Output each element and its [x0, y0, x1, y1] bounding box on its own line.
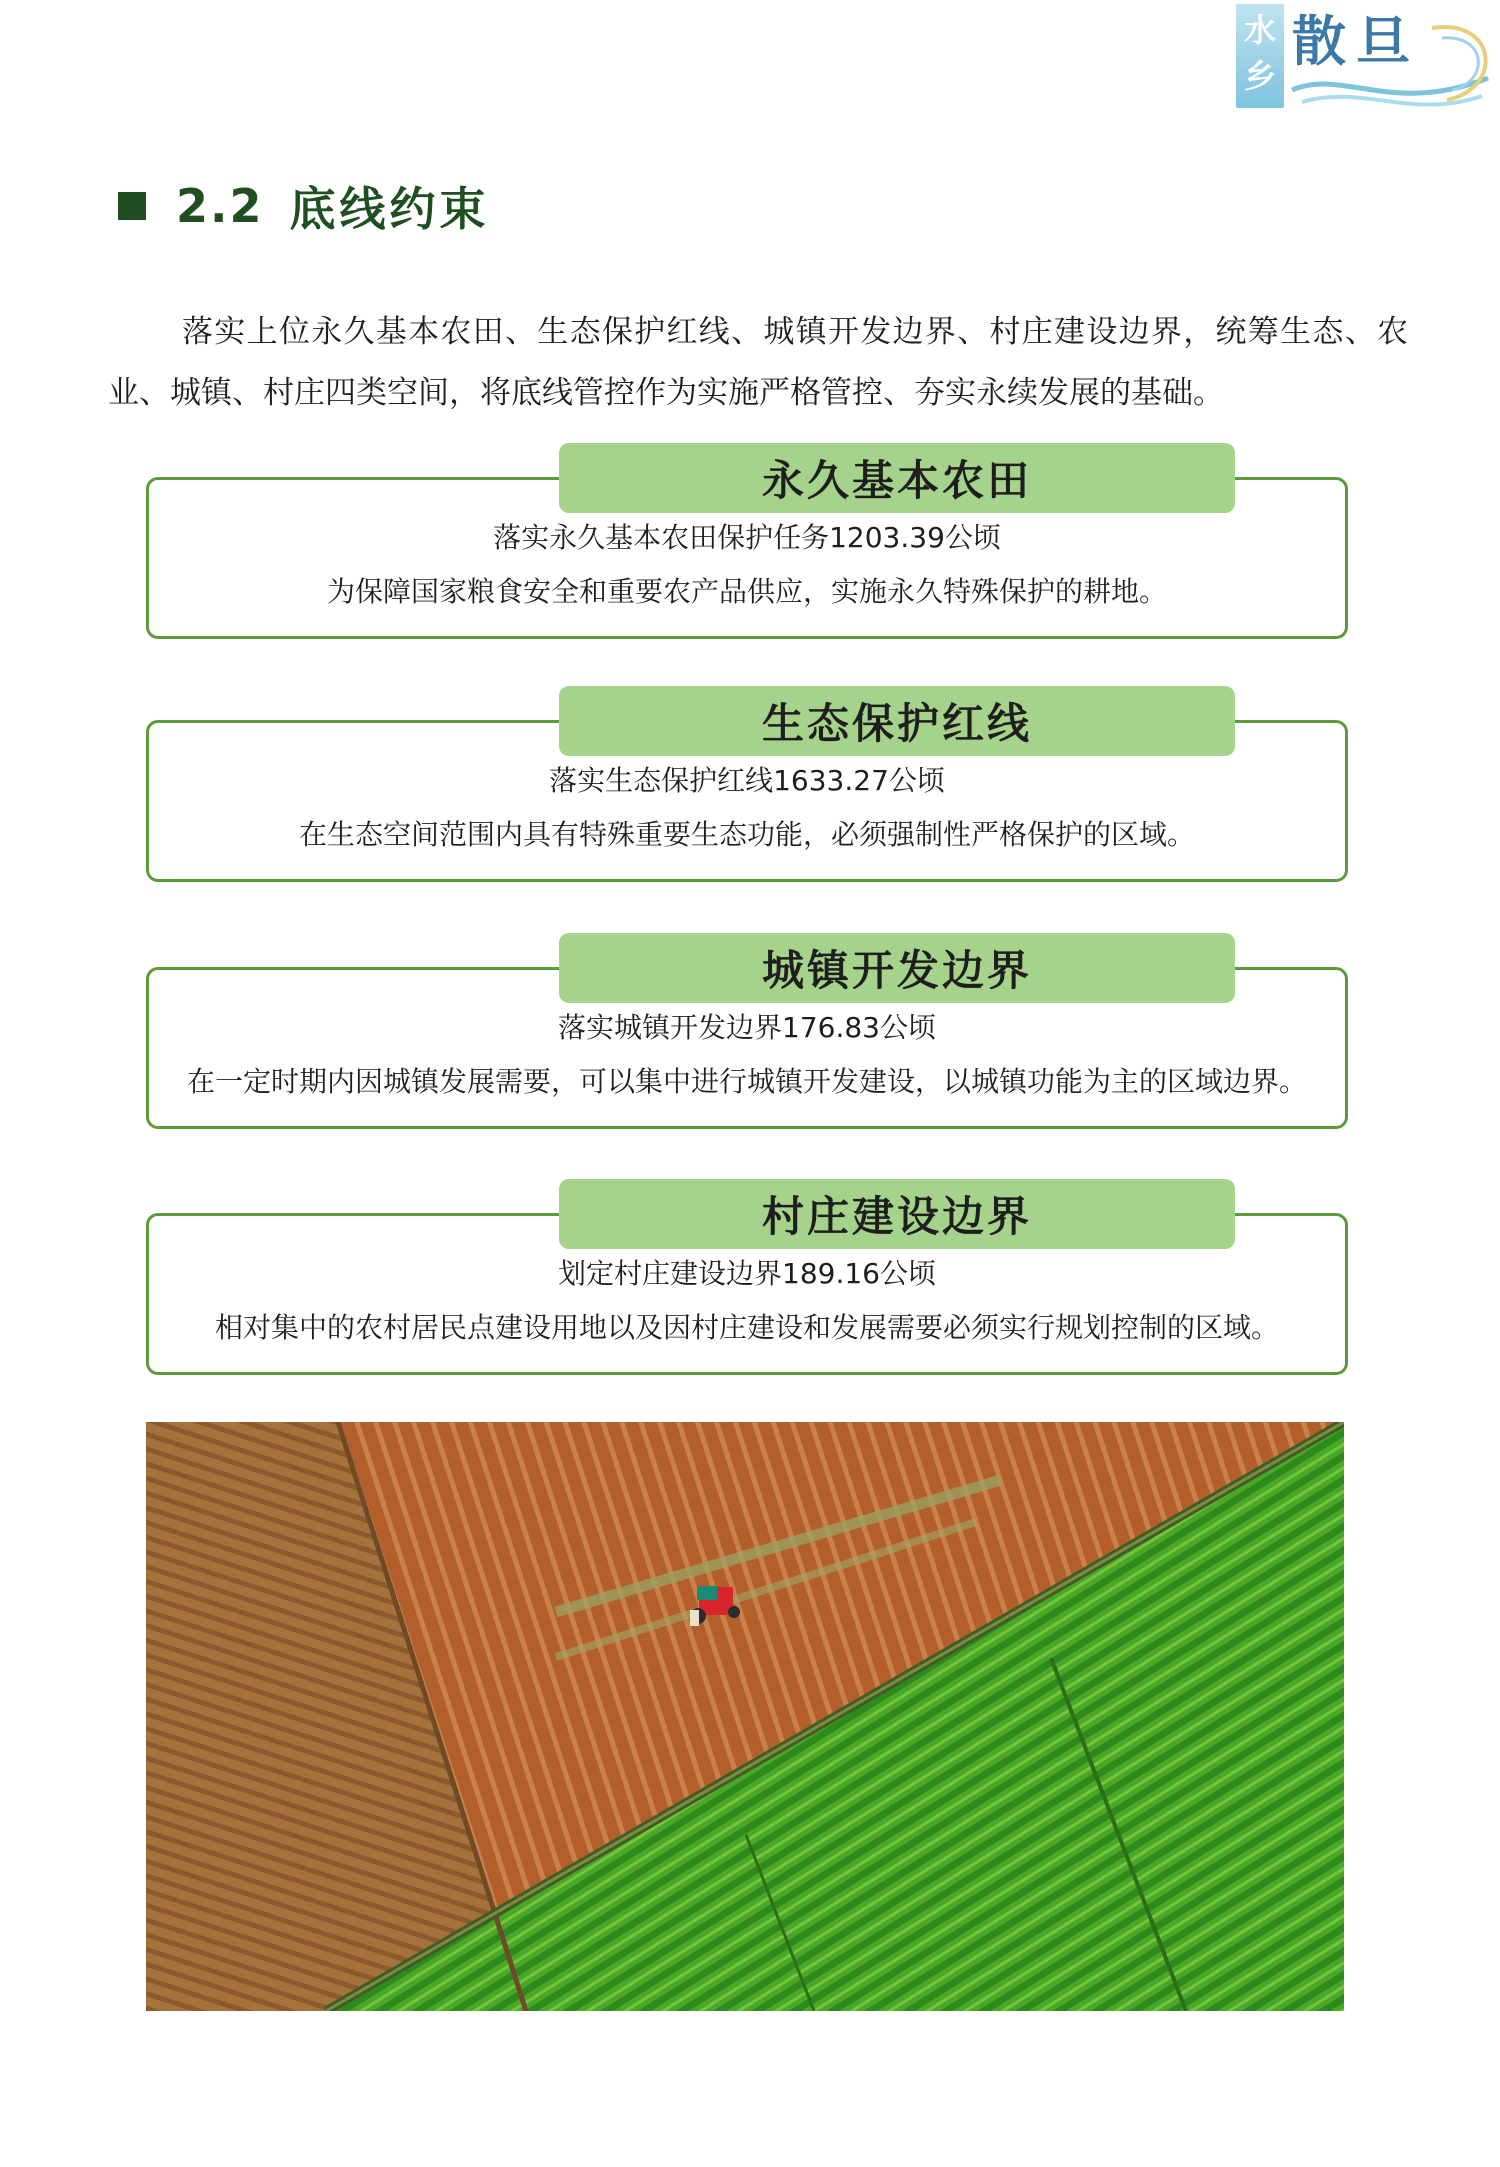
box-area-line: 落实生态保护红线1633.27公顷 — [549, 764, 945, 797]
box-description: 为保障国家粮食安全和重要农产品供应，实施永久特殊保护的耕地。 — [326, 575, 1167, 608]
constraint-box-urban — [146, 946, 1348, 1129]
logo-text: 散旦 — [1292, 9, 1420, 73]
section-title: 底线约束 — [289, 182, 490, 236]
constraint-box-farmland — [146, 456, 1348, 639]
box-title: 永久基本农田 — [559, 443, 1235, 513]
box-title: 城镇开发边界 — [559, 933, 1235, 1003]
box-area-line: 落实永久基本农田保护任务1203.39公顷 — [493, 521, 1001, 554]
box-description: 在生态空间范围内具有特殊重要生态功能，必须强制性严格保护的区域。 — [298, 818, 1195, 851]
section-number: 2.2 — [176, 179, 264, 233]
box-description: 在一定时期内因城镇发展需要，可以集中进行城镇开发建设，以城镇功能为主的区域边界。 — [186, 1065, 1307, 1098]
box-description: 相对集中的农村居民点建设用地以及因村庄建设和发展需要必须实行规划控制的区域。 — [214, 1311, 1279, 1344]
logo-tile — [1236, 4, 1284, 108]
logo — [1236, 4, 1494, 116]
box-area-line: 落实城镇开发边界176.83公顷 — [558, 1011, 936, 1044]
section-heading — [118, 174, 490, 238]
farmland-aerial-photo — [146, 1422, 1344, 2011]
box-title: 生态保护红线 — [559, 686, 1235, 756]
constraint-box-village — [146, 1192, 1348, 1375]
box-area-line: 划定村庄建设边界189.16公顷 — [558, 1257, 936, 1290]
constraint-box-ecological — [146, 699, 1348, 882]
intro-text: 落实上位永久基本农田、生态保护红线、城镇开发边界、村庄建设边界，统筹生态、农业、城镇、村庄四类空间，将底线管控作为实施严格管控、夯实永续发展的基础。 — [108, 314, 1408, 411]
intro-paragraph — [108, 302, 1408, 424]
logo-char-2: 乡 — [1243, 57, 1276, 95]
box-title: 村庄建设边界 — [559, 1179, 1235, 1249]
logo-char-1: 水 — [1243, 11, 1276, 49]
square-bullet-icon — [118, 192, 146, 220]
